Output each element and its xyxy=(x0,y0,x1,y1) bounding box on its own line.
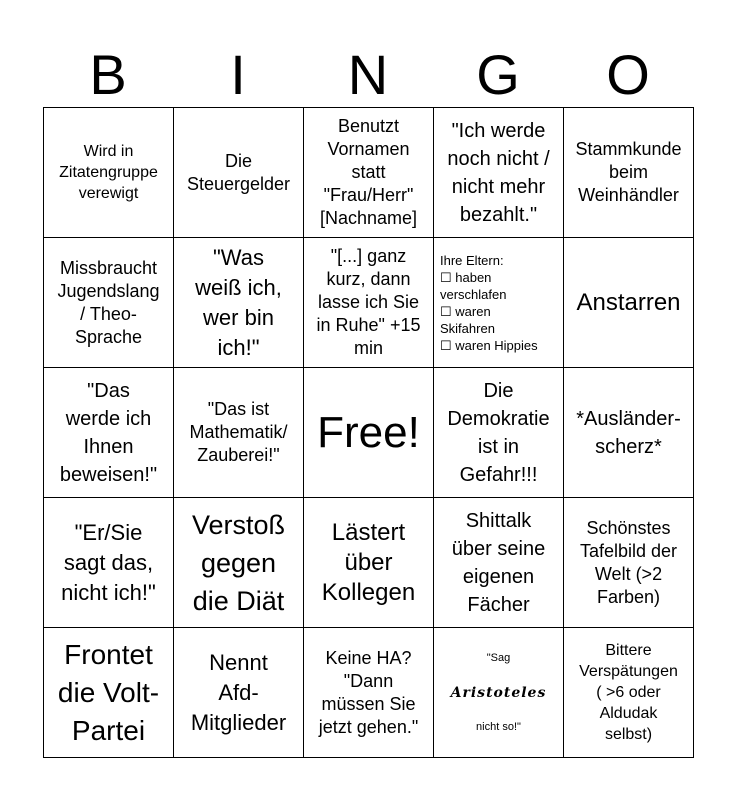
bingo-cell-r2c3[interactable] xyxy=(304,238,434,368)
cell-text: Free! xyxy=(317,407,420,457)
cell-text: Wird in Zitatengruppe verewigt xyxy=(59,143,158,202)
bingo-cell-r1c5[interactable] xyxy=(564,108,694,238)
cell-text: "[...] ganz kurz, dann lasse ich Sie in Ruhe" +15 min xyxy=(316,246,421,358)
bingo-cell-r5c4[interactable] xyxy=(434,628,564,758)
cell-text: Keine HA? "Dann müssen Sie jetzt gehen." xyxy=(318,647,419,737)
cell-text: Frontet die Volt- Partei xyxy=(57,638,160,746)
bingo-header xyxy=(43,42,693,108)
cell-text: Shittalk über seine eigenen Fächer xyxy=(451,509,546,616)
cell-text: Die Demokratie ist in Gefahr!!! xyxy=(447,379,550,486)
bingo-cell-r3c4[interactable] xyxy=(434,368,564,498)
bingo-cell-r5c2[interactable] xyxy=(174,628,304,758)
bingo-board xyxy=(43,107,694,758)
cell-text: Schönstes Tafelbild der Welt (>2 Farben) xyxy=(579,517,678,607)
aristoteles-quote-post: nicht so!" xyxy=(476,720,521,733)
header-letter-g: G xyxy=(476,43,520,106)
cell-text: *Ausländer- scherz* xyxy=(576,407,681,458)
bingo-cell-r3c5[interactable] xyxy=(564,368,694,498)
bingo-cell-r1c2[interactable] xyxy=(174,108,304,238)
bingo-cell-r1c3[interactable] xyxy=(304,108,434,238)
bingo-cell-r1c1[interactable] xyxy=(44,108,174,238)
aristoteles-quote-pre: "Sag xyxy=(486,651,511,664)
bingo-cell-free[interactable] xyxy=(304,368,434,498)
cell-text: Nennt Afd- Mitglieder xyxy=(190,649,287,735)
cell-text: "Das ist Mathematik/ Zauberei!" xyxy=(189,399,288,465)
cell-text: Benutzt Vornamen statt "Frau/Herr" [Nachname] xyxy=(319,116,418,228)
cell-text: Stammkunde beim Weinhändler xyxy=(575,139,682,205)
bingo-cell-r2c1[interactable] xyxy=(44,238,174,368)
bingo-cell-r5c5[interactable] xyxy=(564,628,694,758)
bingo-cell-r2c2[interactable] xyxy=(174,238,304,368)
header-letter-b: B xyxy=(89,43,127,106)
header-letter-n: N xyxy=(347,43,389,106)
bingo-cell-r5c3[interactable] xyxy=(304,628,434,758)
bingo-cell-r5c1[interactable] xyxy=(44,628,174,758)
header-letter-o: O xyxy=(606,43,650,106)
bingo-cell-r4c2[interactable] xyxy=(174,498,304,628)
cell-text: "Was weiß ich, wer bin ich!" xyxy=(195,244,282,360)
cell-text xyxy=(451,633,547,753)
cell-text: Bittere Verspätungen ( >6 oder Aldudak selbst) xyxy=(579,642,678,743)
cell-text: Verstoß gegen die Diät xyxy=(191,509,286,616)
aristoteles-name: Aristoteles xyxy=(450,684,547,701)
bingo-cell-r2c5[interactable] xyxy=(564,238,694,368)
header-letter-i: I xyxy=(230,43,246,106)
bingo-cell-r3c2[interactable] xyxy=(174,368,304,498)
cell-text: "Ich werde noch nicht / nicht mehr bezahlt." xyxy=(447,119,550,226)
cell-text: Ihre Eltern: ☐ haben verschlafen ☐ waren Skifahren ☐ waren Hippies xyxy=(440,252,538,353)
bingo-cell-r4c4[interactable] xyxy=(434,498,564,628)
bingo-cell-r4c3[interactable] xyxy=(304,498,434,628)
cell-text: "Er/Sie sagt das, nicht ich!" xyxy=(61,519,156,605)
cell-text: "Das werde ich Ihnen beweisen!" xyxy=(59,379,158,486)
bingo-cell-r4c1[interactable] xyxy=(44,498,174,628)
bingo-cell-r1c4[interactable] xyxy=(434,108,564,238)
cell-text: Die Steuergelder xyxy=(186,150,291,194)
bingo-cell-r3c1[interactable] xyxy=(44,368,174,498)
bingo-cell-r4c5[interactable] xyxy=(564,498,694,628)
cell-text: Missbraucht Jugendslang / Theo- Sprache xyxy=(57,257,160,347)
cell-text: Lästert über Kollegen xyxy=(321,518,416,606)
bingo-cell-r2c4[interactable] xyxy=(434,238,564,368)
cell-text: Anstarren xyxy=(576,288,681,316)
